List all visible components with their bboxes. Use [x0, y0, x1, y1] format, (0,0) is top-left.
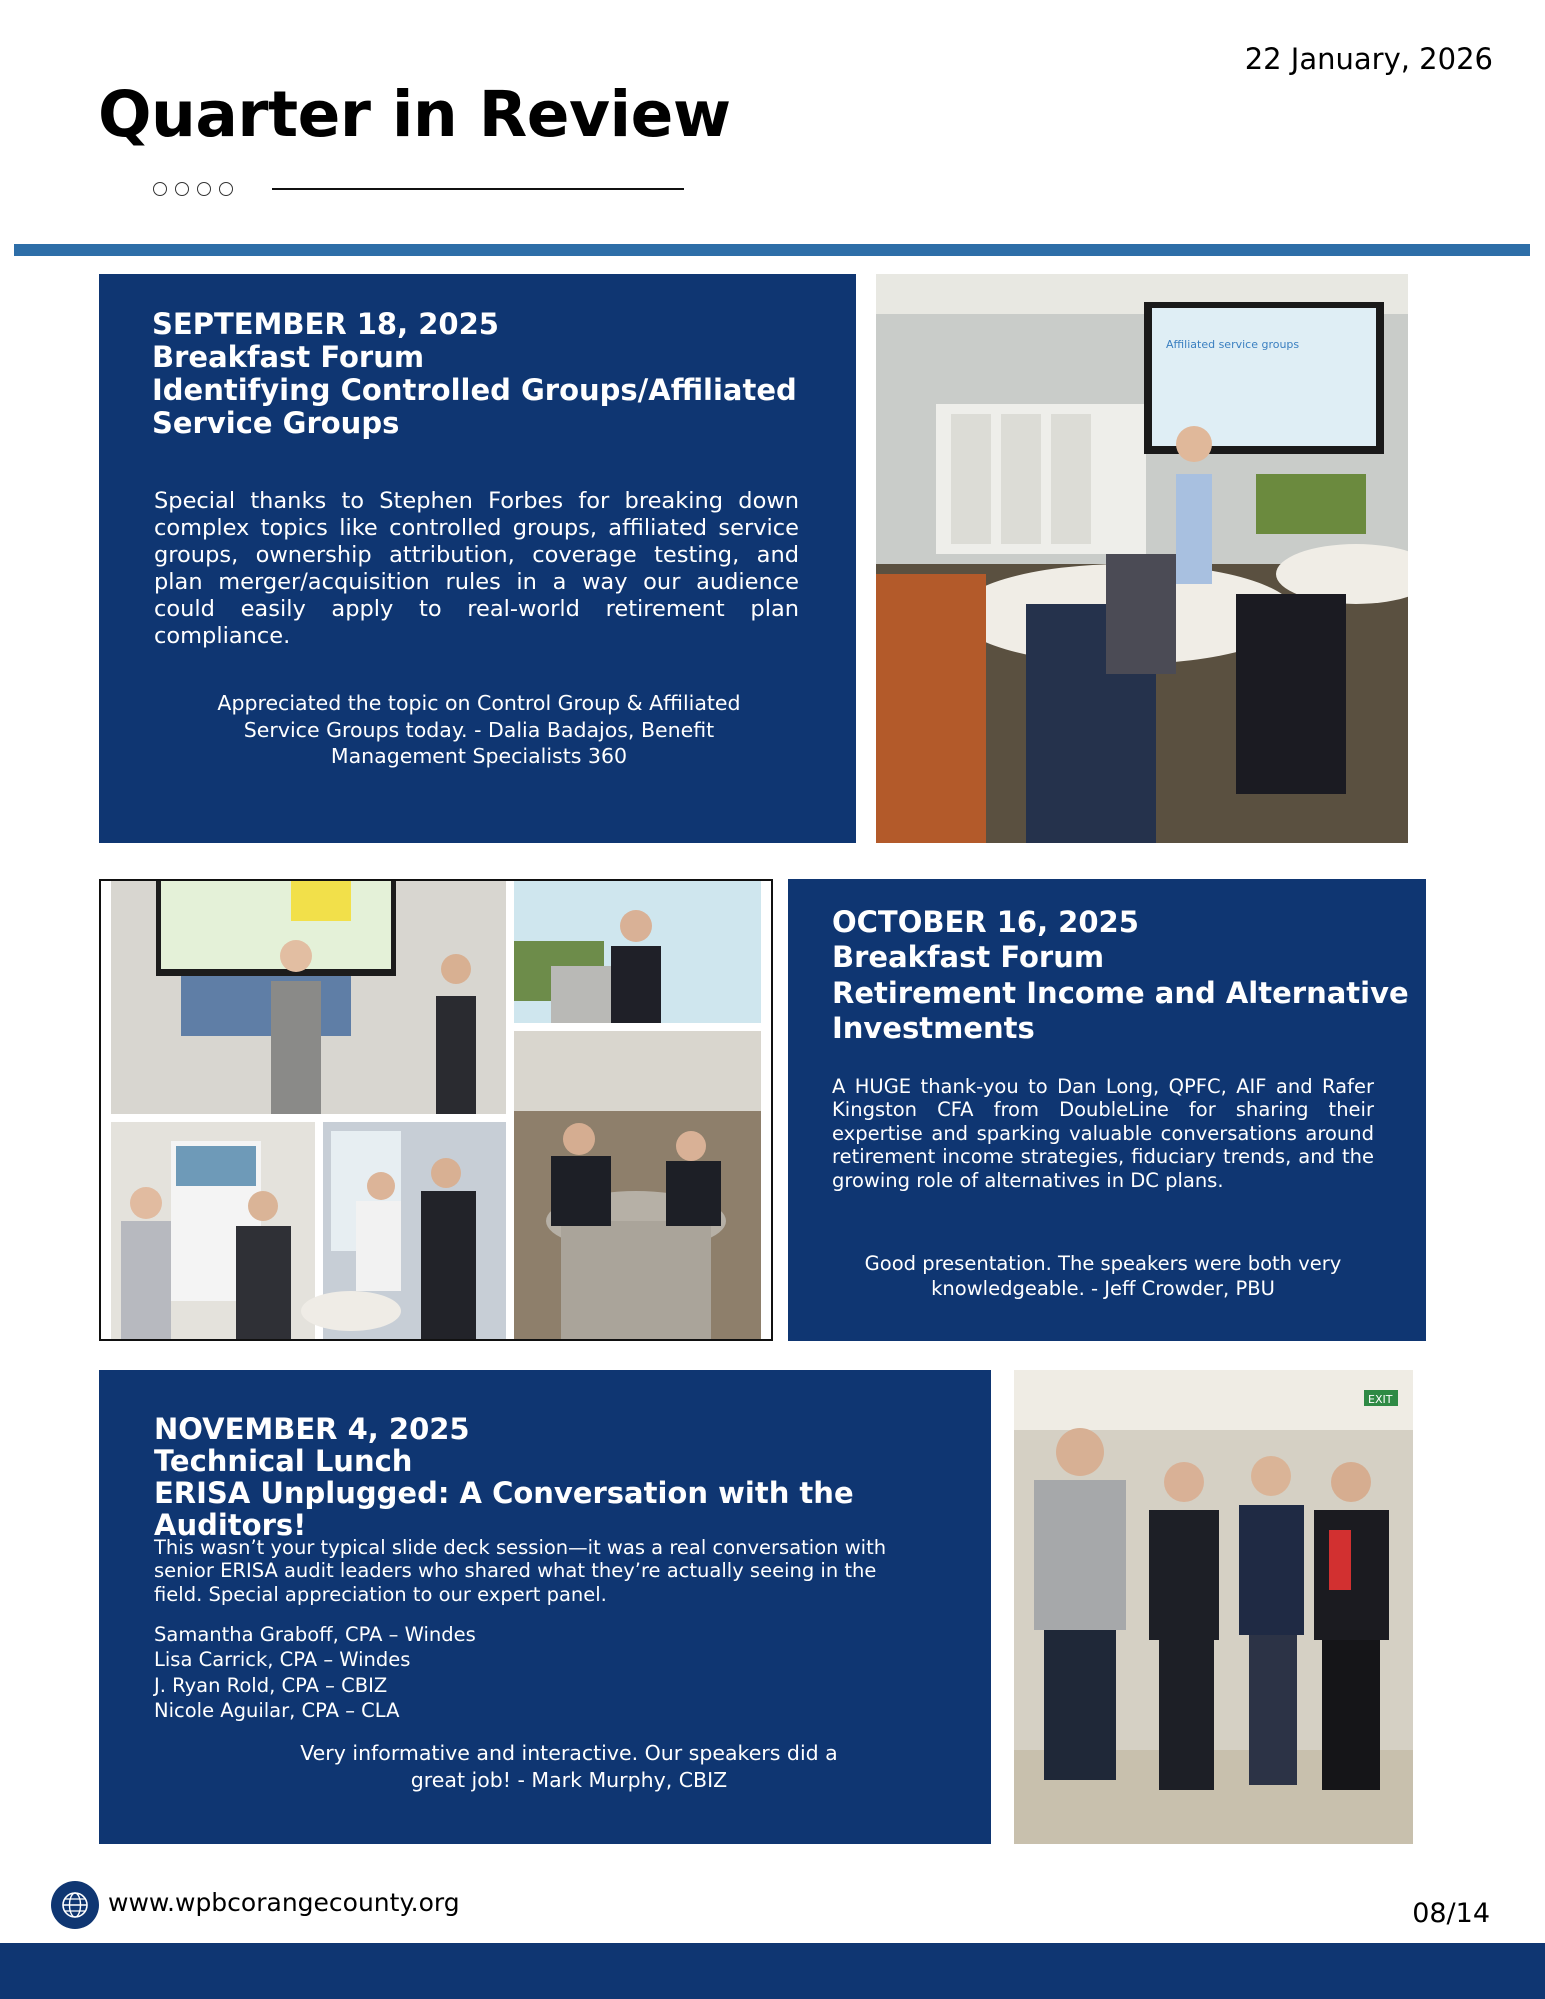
- header-rule: [272, 188, 684, 190]
- decorative-dots: [153, 182, 233, 196]
- slide-title-text: Affiliated service groups: [1166, 338, 1300, 351]
- globe-icon: [51, 1881, 99, 1929]
- section-divider: [14, 244, 1530, 256]
- issue-date: 22 January, 2026: [1244, 42, 1493, 76]
- dot: [153, 182, 167, 196]
- event-description: Special thanks to Stephen Forbes for breaking down complex topics like controlled groups, affiliated service groups, ownership attribution, coverage testing, and plan merger/acquisition rules in a way our audience could easily apply to real-world retirement plan compliance.: [154, 488, 799, 649]
- event-type: Breakfast Forum: [832, 940, 1105, 975]
- page-number: 08/14: [1412, 1898, 1490, 1929]
- speakers-photo: [1014, 1370, 1413, 1844]
- event-description: This wasn’t your typical slide deck session—it was a real conversation with senior ERISA audit leaders who shared what they’re actually seeing in the field. Special appreciation to our expert panel.: [154, 1536, 887, 1606]
- event-title: [154, 1414, 984, 1542]
- panelist: Nicole Aguilar, CPA – CLA: [154, 1699, 400, 1723]
- photo-september-forum: [876, 274, 1408, 843]
- event-testimonial: Very informative and interactive. Our speakers did a great job! - Mark Murphy, CBIZ: [300, 1741, 838, 1792]
- event-testimonial: Appreciated the topic on Control Group & Affiliated Service Groups today. - Dalia Badajos, Benefit Management Specialists 360: [217, 691, 741, 769]
- panelist: Samantha Graboff, CPA – Windes: [154, 1623, 476, 1646]
- event-type: Technical Lunch: [154, 1443, 413, 1478]
- event-panel-october: [788, 879, 1426, 1341]
- dot: [175, 182, 189, 196]
- panelist: Lisa Carrick, CPA – Windes: [154, 1648, 411, 1672]
- event-title: [152, 308, 812, 440]
- event-testimonial: Good presentation. The speakers were both very knowledgeable. - Jeff Crowder, PBU: [864, 1252, 1342, 1301]
- collage-photos: [101, 881, 771, 1339]
- website-link[interactable]: www.wpbcorangecounty.org: [108, 1888, 460, 1917]
- page-title: Quarter in Review: [98, 78, 731, 151]
- photo-november-speakers: [1014, 1370, 1413, 1844]
- photo-collage-october: [99, 879, 773, 1341]
- event-date: OCTOBER 16, 2025: [832, 905, 1139, 939]
- event-description: A HUGE thank-you to Dan Long, QPFC, AIF and Rafer Kingston CFA from DoubleLine for sharing their expertise and sparking valuable conversations around retirement income strategies, fiduciary trends, and the growing role of alternatives in DC plans.: [832, 1075, 1374, 1192]
- event-topic: Identifying Controlled Groups/Affiliated Service Groups: [152, 373, 797, 441]
- footer-bar: [0, 1943, 1545, 1999]
- event-topic: Retirement Income and Alternative Investments: [832, 975, 1409, 1046]
- event-panel-september: [99, 274, 856, 843]
- event-type: Breakfast Forum: [152, 340, 425, 375]
- expert-panel-list: [154, 1622, 654, 1723]
- event-panel-november: [99, 1370, 991, 1844]
- globe-icon-glyph: [60, 1890, 90, 1920]
- event-title: [832, 905, 1412, 1047]
- exit-sign-text: EXIT: [1368, 1393, 1393, 1406]
- presentation-photo: [876, 274, 1408, 843]
- event-topic: ERISA Unplugged: A Conversation with the Auditors!: [154, 1475, 854, 1542]
- event-date: NOVEMBER 4, 2025: [154, 1412, 470, 1446]
- panelist: J. Ryan Rold, CPA – CBIZ: [154, 1673, 388, 1697]
- event-date: SEPTEMBER 18, 2025: [152, 307, 499, 341]
- dot: [219, 182, 233, 196]
- dot: [197, 182, 211, 196]
